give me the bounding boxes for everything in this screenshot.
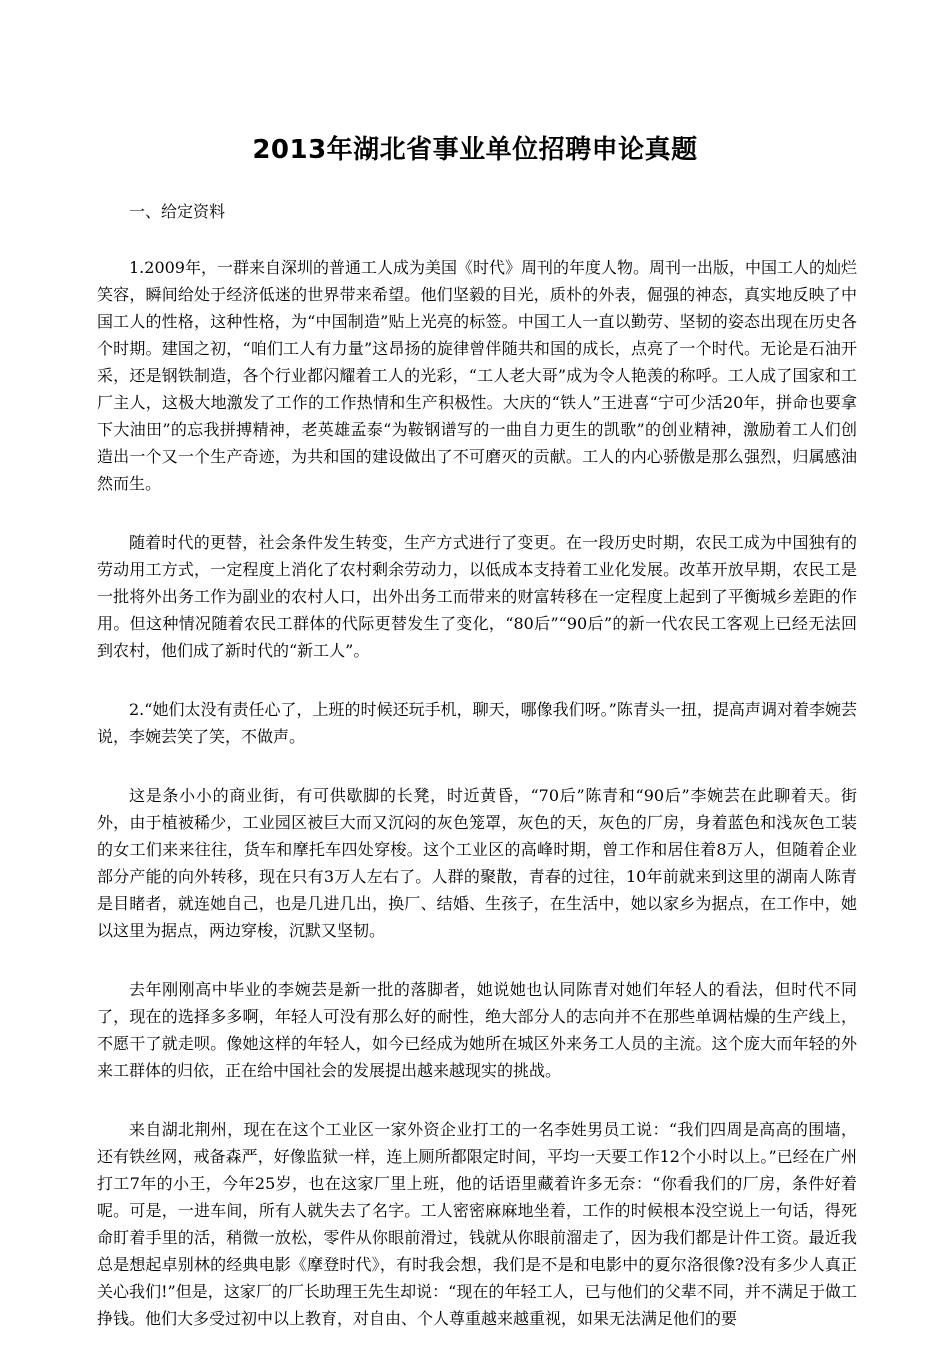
- paragraph: 这是条小小的商业街，有可供歇脚的长凳，时近黄昏，“70后”陈青和“90后”李婉芸在此聊着天。街外，由于植被稀少，工业园区被巨大而又沉闷的灰色笼罩，灰色的天，灰色的厂房，身着蓝色和浅灰色工装的女工们来来往往，货车和摩托车四处穿梭。这个工业区的高峰时期，曾工作和居住着8万人，但随着企业部分产能的向外转移，现在只有3万人左右了。人群的聚散，青春的过往，10年前就来到这里的湖南人陈青是目睹者，就连她自己，也是几进几出，换厂、结婚、生孩子，在生活中，她以家乡为据点，在工作中，她以这里为据点，两边穿梭，沉默又坚韧。: [97, 786, 857, 940]
- document-body: [97, 198, 857, 1364]
- paragraph: 2.“她们太没有责任心了，上班的时候还玩手机，聊天，哪像我们呀。”陈青头一扭，提高声调对着李婉芸说，李婉芸笑了笑，不做声。: [97, 700, 857, 746]
- paragraph: 去年刚刚高中毕业的李婉芸是新一批的落脚者，她说她也认同陈青对她们年轻人的看法，但时代不同了，现在的选择多多啊，年轻人可没有那么好的耐性，绝大部分人的志向并不在那些单调枯燥的生产线上，不愿干了就走呗。像她这样的年轻人，如今已经成为她所在城区外来务工人员的主流。这个庞大而年轻的外来工群体的归依，正在给中国社会的发展提出越来越现实的挑战。: [97, 980, 857, 1080]
- section-heading: 一、给定资料: [129, 202, 226, 221]
- paragraph: 随着时代的更替，社会条件发生转变，生产方式进行了变更。在一段历史时期，农民工成为中国独有的劳动用工方式，一定程度上消化了农村剩余劳动力，以低成本支持着工业化发展。改革开放早期，农民工是一批将外出务工作为副业的农村人口，出外出务工而带来的财富转移在一定程度上起到了平衡城乡差距的作用。但这种情况随着农民工群体的代际更替发生了变化，“80后”“90后”的新一代农民工客观上已经无法回到农村，他们成了新时代的“新工人”。: [97, 533, 857, 660]
- paragraph: 来自湖北荆州，现在在这个工业区一家外资企业打工的一名李姓男员工说：“我们四周是高高的围墙，还有铁丝网，戒备森严，好像监狱一样，连上厕所都限定时间，平均一天要工作12个小时以上。”已经在广州打工7年的小王，今年25岁，也在这家厂里上班，他的话语里藏着许多无奈：“你看我们的厂房，条件好着呢。可是，一进车间，所有人就失去了名字。工人密密麻麻地坐着，工作的时候根本没空说上一句话，得死命盯着手里的活，稍微一放松，零件从你眼前滑过，钱就从你眼前溜走了，因为我们都是计件工资。最近我总是想起卓别林的经典电影《摩登时代》，有时我会想，我们是不是和电影中的夏尔洛很像?没有多少人真正关心我们!”但是，这家厂的厂长助理王先生却说：“现在的年轻工人，已与他们的父辈不同，并不满足于做工挣钱。他们大多受过初中以上教育，对自由、个人尊重越来越重视，如果无法满足他们的要: [97, 1120, 857, 1328]
- document-title: 2013年湖北省事业单位招聘申论真题: [252, 135, 698, 165]
- paragraph: 1.2009年，一群来自深圳的普通工人成为美国《时代》周刊的年度人物。周刊一出版，中国工人的灿烂笑容，瞬间给处于经济低迷的世界带来希望。他们坚毅的目光，质朴的外表，倔强的神态，真实地反映了中国工人的性格，这种性格，为“中国制造”贴上光亮的标签。中国工人一直以勤劳、坚韧的姿态出现在历史各个时期。建国之初，“咱们工人有力量”这昂扬的旋律曾伴随共和国的成长，点亮了一个时代。无论是石油开采，还是钢铁制造，各个行业都闪耀着工人的光彩，“工人老大哥”成为令人艳羡的称呼。工人成了国家和工厂主人，这极大地激发了工作的工作热情和生产积极性。大庆的“铁人”王进喜“宁可少活20年，拼命也要拿下大油田”的忘我拼搏精神，老英雄孟泰“为鞍钢谱写的一曲自力更生的凯歌”的创业精神，激励着工人们创造出一个又一个生产奇迹，为共和国的建设做出了不可磨灭的贡献。工人的内心骄傲是那么强烈，归属感油然而生。: [97, 258, 857, 493]
